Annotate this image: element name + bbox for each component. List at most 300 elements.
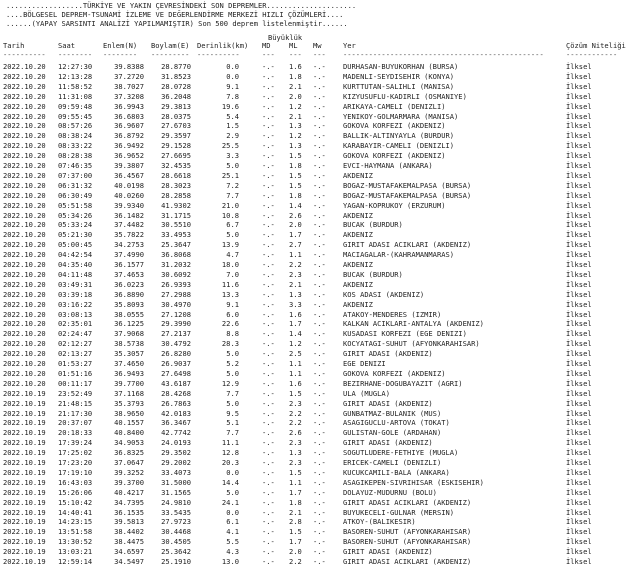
- cell-derinlik: 9.1: [226, 299, 239, 309]
- cell-ml: 2.3: [289, 458, 302, 467]
- table-row: [0, 409, 640, 419]
- cell-yer: BOGAZ-MUSTAFAKEMALPASA (BURSA): [343, 190, 472, 200]
- cell-md: -.-: [262, 349, 275, 359]
- cell-md: -.-: [262, 398, 275, 408]
- cell-saat: 05:00:45: [58, 240, 93, 250]
- cell-derinlik: 22.6: [221, 319, 239, 329]
- cell-derinlik: 13.9: [221, 240, 239, 250]
- cell-enlem: 39.8388: [114, 62, 144, 71]
- cell-tarih: 2022.10.20: [3, 131, 46, 141]
- cell-tarih: 2022.10.19: [3, 467, 46, 477]
- cell-ml: 1.4: [289, 200, 302, 210]
- cell-derinlik: 11.6: [221, 279, 239, 289]
- cell-md: -.-: [262, 477, 275, 487]
- cell-nitelik: İlksel: [566, 121, 592, 131]
- cell-ml: 2.6: [289, 428, 302, 438]
- cell-md: -.-: [262, 487, 275, 497]
- cell-nitelik: İlksel: [566, 299, 592, 309]
- cell-saat: 14:23:15: [58, 517, 93, 527]
- cell-yer: AKDENIZ: [343, 260, 373, 269]
- cell-nitelik: İlksel: [566, 91, 592, 101]
- col-md: MD: [262, 41, 271, 50]
- cell-boylam: 27.2137: [161, 329, 191, 339]
- cell-boylam: 24.9810: [161, 497, 191, 507]
- cell-yer: GIRIT ADASI ACIKLARI (AKDENIZ): [343, 240, 472, 250]
- cell-ml: 1.6: [289, 62, 302, 71]
- cell-boylam: 25.1910: [161, 557, 191, 566]
- table-row: [0, 121, 640, 131]
- cell-md: -.-: [262, 378, 275, 388]
- table-row: [0, 220, 640, 230]
- cell-boylam: 29.3597: [161, 131, 191, 141]
- table-row: [0, 270, 640, 280]
- cell-nitelik: İlksel: [566, 190, 592, 200]
- cell-nitelik: İlksel: [566, 428, 592, 438]
- cell-nitelik: İlksel: [566, 250, 592, 260]
- table-row: [0, 151, 640, 161]
- cell-saat: 03:49:31: [58, 279, 93, 289]
- cell-tarih: 2022.10.19: [3, 438, 46, 448]
- table-row: [0, 230, 640, 240]
- cell-derinlik: 5.0: [226, 161, 239, 170]
- table-row: [0, 517, 640, 527]
- table-row: [0, 181, 640, 191]
- cell-boylam: 30.4505: [161, 537, 191, 547]
- cell-enlem: 36.9652: [114, 151, 144, 161]
- cell-nitelik: İlksel: [566, 269, 592, 279]
- table-row: [0, 557, 640, 567]
- cell-tarih: 2022.10.19: [3, 458, 46, 467]
- cell-mw: -.-: [313, 368, 326, 378]
- cell-ml: 1.2: [289, 101, 302, 111]
- table-row: [0, 349, 640, 359]
- cell-tarih: 2022.10.20: [3, 81, 46, 91]
- cell-yer: KALKAN ACIKLARI-ANTALYA (AKDENIZ): [343, 319, 484, 329]
- cell-enlem: 36.1225: [114, 319, 144, 329]
- cell-md: -.-: [262, 329, 275, 339]
- cell-boylam: 25.3642: [161, 547, 191, 557]
- cell-derinlik: 0.0: [226, 467, 239, 477]
- cell-saat: 17:23:20: [58, 458, 93, 467]
- cell-saat: 03:08:13: [58, 309, 93, 319]
- cell-boylam: 28.0375: [161, 111, 191, 121]
- cell-boylam: 30.4792: [161, 339, 191, 349]
- cell-md: -.-: [262, 448, 275, 458]
- cell-enlem: 38.4402: [114, 527, 144, 537]
- cell-ml: 1.7: [289, 319, 302, 329]
- cell-enlem: 36.4567: [114, 170, 144, 180]
- cell-ml: 2.2: [289, 418, 302, 428]
- cell-derinlik: 13.3: [221, 289, 239, 299]
- col-derinlik: Derinlik(km): [197, 41, 249, 50]
- cell-tarih: 2022.10.20: [3, 71, 46, 81]
- cell-nitelik: İlksel: [566, 101, 592, 111]
- cell-tarih: 2022.10.20: [3, 339, 46, 349]
- cell-md: -.-: [262, 260, 275, 269]
- cell-derinlik: 7.7: [226, 190, 239, 200]
- cell-enlem: 37.9068: [114, 329, 144, 339]
- cell-derinlik: 12.8: [221, 448, 239, 458]
- cell-boylam: 29.3990: [161, 319, 191, 329]
- cell-saat: 02:35:01: [58, 319, 93, 329]
- table-row: [0, 438, 640, 448]
- cell-boylam: 28.8770: [161, 62, 191, 71]
- cell-mw: -.-: [313, 161, 326, 170]
- cell-enlem: 39.3700: [114, 477, 144, 487]
- cell-mw: -.-: [313, 151, 326, 161]
- table-row: [0, 339, 640, 349]
- cell-enlem: 35.3793: [114, 398, 144, 408]
- cell-saat: 08:38:24: [58, 131, 93, 141]
- cell-enlem: 36.6803: [114, 111, 144, 121]
- cell-yer: ATAKOY-MENDERES (IZMIR): [343, 309, 442, 319]
- cell-enlem: 38.4475: [114, 537, 144, 547]
- cell-nitelik: İlksel: [566, 289, 592, 299]
- cell-boylam: 28.4268: [161, 388, 191, 398]
- cell-md: -.-: [262, 91, 275, 101]
- cell-ml: 2.0: [289, 91, 302, 101]
- table-row: [0, 191, 640, 201]
- cell-ml: 2.6: [289, 210, 302, 220]
- cell-tarih: 2022.10.20: [3, 250, 46, 260]
- cell-boylam: 27.9723: [161, 517, 191, 527]
- cell-md: -.-: [262, 121, 275, 131]
- cell-md: -.-: [262, 537, 275, 547]
- cell-saat: 15:26:06: [58, 487, 93, 497]
- cell-md: -.-: [262, 289, 275, 299]
- cell-ml: 1.1: [289, 368, 302, 378]
- cell-ml: 1.5: [289, 388, 302, 398]
- table-row: [0, 102, 640, 112]
- cell-tarih: 2022.10.19: [3, 428, 46, 438]
- cell-boylam: 29.1528: [161, 141, 191, 151]
- cell-tarih: 2022.10.19: [3, 517, 46, 527]
- cell-saat: 23:52:49: [58, 388, 93, 398]
- table-row: [0, 369, 640, 379]
- cell-ml: 2.3: [289, 269, 302, 279]
- cell-mw: -.-: [313, 527, 326, 537]
- cell-nitelik: İlksel: [566, 230, 592, 240]
- cell-saat: 11:31:08: [58, 91, 93, 101]
- cell-boylam: 27.6498: [161, 368, 191, 378]
- cell-md: -.-: [262, 497, 275, 507]
- cell-md: -.-: [262, 101, 275, 111]
- cell-ml: 1.3: [289, 448, 302, 458]
- cell-mw: -.-: [313, 190, 326, 200]
- cell-ml: 3.3: [289, 299, 302, 309]
- cell-derinlik: 0.0: [226, 71, 239, 81]
- cell-saat: 02:24:47: [58, 329, 93, 339]
- cell-boylam: 31.8523: [161, 71, 191, 81]
- cell-yer: KOCYATAGI-SUHUT (AFYONKARAHISAR): [343, 339, 480, 349]
- cell-ml: 2.2: [289, 557, 302, 566]
- table-row: [0, 300, 640, 310]
- table-row: [0, 161, 640, 171]
- cell-tarih: 2022.10.20: [3, 279, 46, 289]
- col-boylam: Boylam(E): [151, 41, 190, 50]
- cell-mw: -.-: [313, 398, 326, 408]
- cell-boylam: 36.3467: [161, 418, 191, 428]
- cell-md: -.-: [262, 180, 275, 190]
- cell-derinlik: 3.3: [226, 151, 239, 161]
- cell-ml: 2.2: [289, 408, 302, 418]
- cell-enlem: 38.9650: [114, 408, 144, 418]
- cell-boylam: 33.4953: [161, 230, 191, 240]
- cell-ml: 1.8: [289, 161, 302, 170]
- cell-yer: GUNBATMAZ-BULANIK (MUS): [343, 408, 442, 418]
- underline-derinlik: ----------: [197, 50, 240, 59]
- cell-saat: 21:17:30: [58, 408, 93, 418]
- cell-tarih: 2022.10.20: [3, 319, 46, 329]
- cell-yer: AKDENIZ: [343, 299, 373, 309]
- cell-nitelik: İlksel: [566, 170, 592, 180]
- cell-ml: 2.3: [289, 438, 302, 448]
- cell-saat: 13:03:21: [58, 547, 93, 557]
- cell-tarih: 2022.10.19: [3, 537, 46, 547]
- cell-boylam: 28.3023: [161, 180, 191, 190]
- cell-nitelik: İlksel: [566, 240, 592, 250]
- cell-enlem: 36.1577: [114, 260, 144, 269]
- cell-derinlik: 10.8: [221, 210, 239, 220]
- table-row: [0, 82, 640, 92]
- table-row: [0, 319, 640, 329]
- header-line-1: ..................TÜRKİYE VE YAKIN ÇEVRESİNDEKİ SON DEPREMLER.....................: [6, 1, 357, 10]
- cell-nitelik: İlksel: [566, 388, 592, 398]
- cell-derinlik: 9.1: [226, 81, 239, 91]
- cell-md: -.-: [262, 151, 275, 161]
- cell-yer: DURHASAN-BUYUKORHAN (BURSA): [343, 62, 459, 71]
- cell-yer: ERICEK-CAMELI (DENIZLI): [343, 458, 442, 467]
- cell-yer: YENIKOY-GOLMARMARA (MANISA): [343, 111, 459, 121]
- cell-yer: YAGAN-KOPRUKOY (ERZURUM): [343, 200, 446, 210]
- cell-saat: 12:59:14: [58, 557, 93, 566]
- cell-derinlik: 1.5: [226, 121, 239, 131]
- cell-derinlik: 5.0: [226, 349, 239, 359]
- cell-tarih: 2022.10.19: [3, 448, 46, 458]
- cell-derinlik: 6.1: [226, 517, 239, 527]
- cell-saat: 03:16:22: [58, 299, 93, 309]
- cell-boylam: 30.6092: [161, 269, 191, 279]
- cell-saat: 00:11:17: [58, 378, 93, 388]
- cell-mw: -.-: [313, 537, 326, 547]
- cell-saat: 04:35:40: [58, 260, 93, 269]
- cell-nitelik: İlksel: [566, 359, 592, 368]
- cell-saat: 11:58:52: [58, 81, 93, 91]
- cell-tarih: 2022.10.19: [3, 477, 46, 487]
- cell-derinlik: 21.0: [221, 200, 239, 210]
- cell-ml: 2.1: [289, 81, 302, 91]
- cell-mw: -.-: [313, 141, 326, 151]
- cell-ml: 1.5: [289, 180, 302, 190]
- cell-mw: -.-: [313, 269, 326, 279]
- cell-mw: -.-: [313, 497, 326, 507]
- cell-ml: 1.7: [289, 230, 302, 240]
- cell-md: -.-: [262, 428, 275, 438]
- cell-enlem: 39.7700: [114, 378, 144, 388]
- cell-md: -.-: [262, 467, 275, 477]
- cell-enlem: 36.0223: [114, 279, 144, 289]
- cell-tarih: 2022.10.20: [3, 260, 46, 269]
- cell-saat: 17:39:24: [58, 438, 93, 448]
- table-row: [0, 112, 640, 122]
- cell-nitelik: İlksel: [566, 71, 592, 81]
- cell-mw: -.-: [313, 289, 326, 299]
- cell-enlem: 40.0198: [114, 180, 144, 190]
- cell-derinlik: 4.1: [226, 527, 239, 537]
- cell-tarih: 2022.10.19: [3, 507, 46, 517]
- cell-tarih: 2022.10.20: [3, 111, 46, 121]
- cell-nitelik: İlksel: [566, 309, 592, 319]
- cell-md: -.-: [262, 210, 275, 220]
- cell-nitelik: İlksel: [566, 220, 592, 230]
- cell-tarih: 2022.10.19: [3, 388, 46, 398]
- cell-saat: 16:43:03: [58, 477, 93, 487]
- cell-mw: -.-: [313, 81, 326, 91]
- cell-yer: GIRIT ADASI (AKDENIZ): [343, 398, 433, 408]
- cell-saat: 01:51:16: [58, 368, 93, 378]
- cell-boylam: 26.7863: [161, 398, 191, 408]
- cell-ml: 2.1: [289, 279, 302, 289]
- cell-boylam: 27.6695: [161, 151, 191, 161]
- cell-derinlik: 19.6: [221, 101, 239, 111]
- cell-mw: -.-: [313, 170, 326, 180]
- cell-yer: ULA (MUGLA): [343, 388, 390, 398]
- cell-nitelik: İlksel: [566, 279, 592, 289]
- cell-yer: KUSADASI KORFEZI (EGE DENIZI): [343, 329, 467, 339]
- cell-enlem: 37.4482: [114, 220, 144, 230]
- cell-mw: -.-: [313, 250, 326, 260]
- cell-enlem: 37.4650: [114, 359, 144, 368]
- cell-saat: 08:28:38: [58, 151, 93, 161]
- cell-yer: DOLAYUZ-MUDURNU (BOLU): [343, 487, 437, 497]
- cell-boylam: 30.4468: [161, 527, 191, 537]
- cell-enlem: 37.4653: [114, 269, 144, 279]
- cell-saat: 05:33:24: [58, 220, 93, 230]
- col-enlem: Enlem(N): [103, 41, 138, 50]
- cell-nitelik: İlksel: [566, 517, 592, 527]
- cell-yer: KARABAYIR-CAMELI (DENIZLI): [343, 141, 455, 151]
- cell-saat: 01:53:27: [58, 359, 93, 368]
- cell-mw: -.-: [313, 458, 326, 467]
- cell-yer: BASOREN-SUHUT (AFYONKARAHISAR): [343, 537, 472, 547]
- cell-ml: 1.1: [289, 359, 302, 368]
- cell-enlem: 37.2720: [114, 71, 144, 81]
- cell-enlem: 36.8890: [114, 289, 144, 299]
- cell-boylam: 27.1208: [161, 309, 191, 319]
- table-row: [0, 260, 640, 270]
- cell-boylam: 29.3813: [161, 101, 191, 111]
- cell-mw: -.-: [313, 547, 326, 557]
- table-row: [0, 537, 640, 547]
- cell-tarih: 2022.10.20: [3, 349, 46, 359]
- cell-enlem: 36.1535: [114, 507, 144, 517]
- cell-saat: 05:34:26: [58, 210, 93, 220]
- cell-derinlik: 13.0: [221, 557, 239, 566]
- cell-ml: 2.1: [289, 111, 302, 121]
- cell-derinlik: 2.9: [226, 131, 239, 141]
- cell-md: -.-: [262, 527, 275, 537]
- table-row: [0, 448, 640, 458]
- cell-yer: GIRIT ADASI ACIKLARI (AKDENIZ): [343, 557, 472, 566]
- col-yer: Yer: [343, 41, 356, 50]
- cell-ml: 2.0: [289, 220, 302, 230]
- table-row: [0, 399, 640, 409]
- cell-ml: 1.5: [289, 467, 302, 477]
- cell-enlem: 36.9493: [114, 368, 144, 378]
- cell-nitelik: İlksel: [566, 339, 592, 349]
- cell-mw: -.-: [313, 448, 326, 458]
- cell-mw: -.-: [313, 517, 326, 527]
- table-row: [0, 131, 640, 141]
- cell-boylam: 33.5435: [161, 507, 191, 517]
- cell-boylam: 31.5000: [161, 477, 191, 487]
- cell-boylam: 43.6187: [161, 378, 191, 388]
- cell-nitelik: İlksel: [566, 537, 592, 547]
- cell-tarih: 2022.10.19: [3, 497, 46, 507]
- cell-derinlik: 5.5: [226, 537, 239, 547]
- cell-ml: 1.6: [289, 378, 302, 388]
- cell-ml: 2.5: [289, 349, 302, 359]
- table-row: [0, 329, 640, 339]
- cell-md: -.-: [262, 250, 275, 260]
- cell-mw: -.-: [313, 507, 326, 517]
- cell-enlem: 34.6597: [114, 547, 144, 557]
- cell-mw: -.-: [313, 477, 326, 487]
- cell-derinlik: 14.4: [221, 477, 239, 487]
- cell-yer: GULISTAN-GOLE (ARDAHAN): [343, 428, 442, 438]
- cell-enlem: 36.9492: [114, 141, 144, 151]
- cell-ml: 1.3: [289, 289, 302, 299]
- table-row: [0, 72, 640, 82]
- cell-ml: 2.1: [289, 507, 302, 517]
- cell-boylam: 26.8280: [161, 349, 191, 359]
- cell-tarih: 2022.10.20: [3, 329, 46, 339]
- cell-mw: -.-: [313, 378, 326, 388]
- cell-mw: -.-: [313, 557, 326, 566]
- cell-boylam: 26.9393: [161, 279, 191, 289]
- col-saat: Saat: [58, 41, 76, 50]
- table-row: [0, 310, 640, 320]
- cell-saat: 04:42:54: [58, 250, 93, 260]
- cell-mw: -.-: [313, 131, 326, 141]
- cell-ml: 1.7: [289, 537, 302, 547]
- cell-nitelik: İlksel: [566, 180, 592, 190]
- table-row: [0, 508, 640, 518]
- cell-enlem: 37.3208: [114, 91, 144, 101]
- cell-nitelik: İlksel: [566, 131, 592, 141]
- cell-md: -.-: [262, 200, 275, 210]
- cell-yer: GOKOVA KORFEZI (AKDENIZ): [343, 368, 446, 378]
- cell-mw: -.-: [313, 408, 326, 418]
- cell-nitelik: İlksel: [566, 200, 592, 210]
- cell-yer: KIZYUSUFLU-KADIRLI (OSMANIYE): [343, 91, 467, 101]
- cell-yer: ARIKAYA-CAMELI (DENIZLI): [343, 101, 446, 111]
- cell-tarih: 2022.10.20: [3, 170, 46, 180]
- cell-md: -.-: [262, 557, 275, 566]
- cell-tarih: 2022.10.20: [3, 190, 46, 200]
- cell-mw: -.-: [313, 260, 326, 269]
- cell-derinlik: 5.0: [226, 398, 239, 408]
- cell-enlem: 39.5813: [114, 517, 144, 527]
- cell-ml: 2.8: [289, 517, 302, 527]
- cell-nitelik: İlksel: [566, 161, 592, 170]
- table-row: [0, 478, 640, 488]
- table-row: [0, 418, 640, 428]
- cell-yer: AKDENIZ: [343, 279, 373, 289]
- cell-nitelik: İlksel: [566, 398, 592, 408]
- cell-nitelik: İlksel: [566, 260, 592, 269]
- cell-mw: -.-: [313, 339, 326, 349]
